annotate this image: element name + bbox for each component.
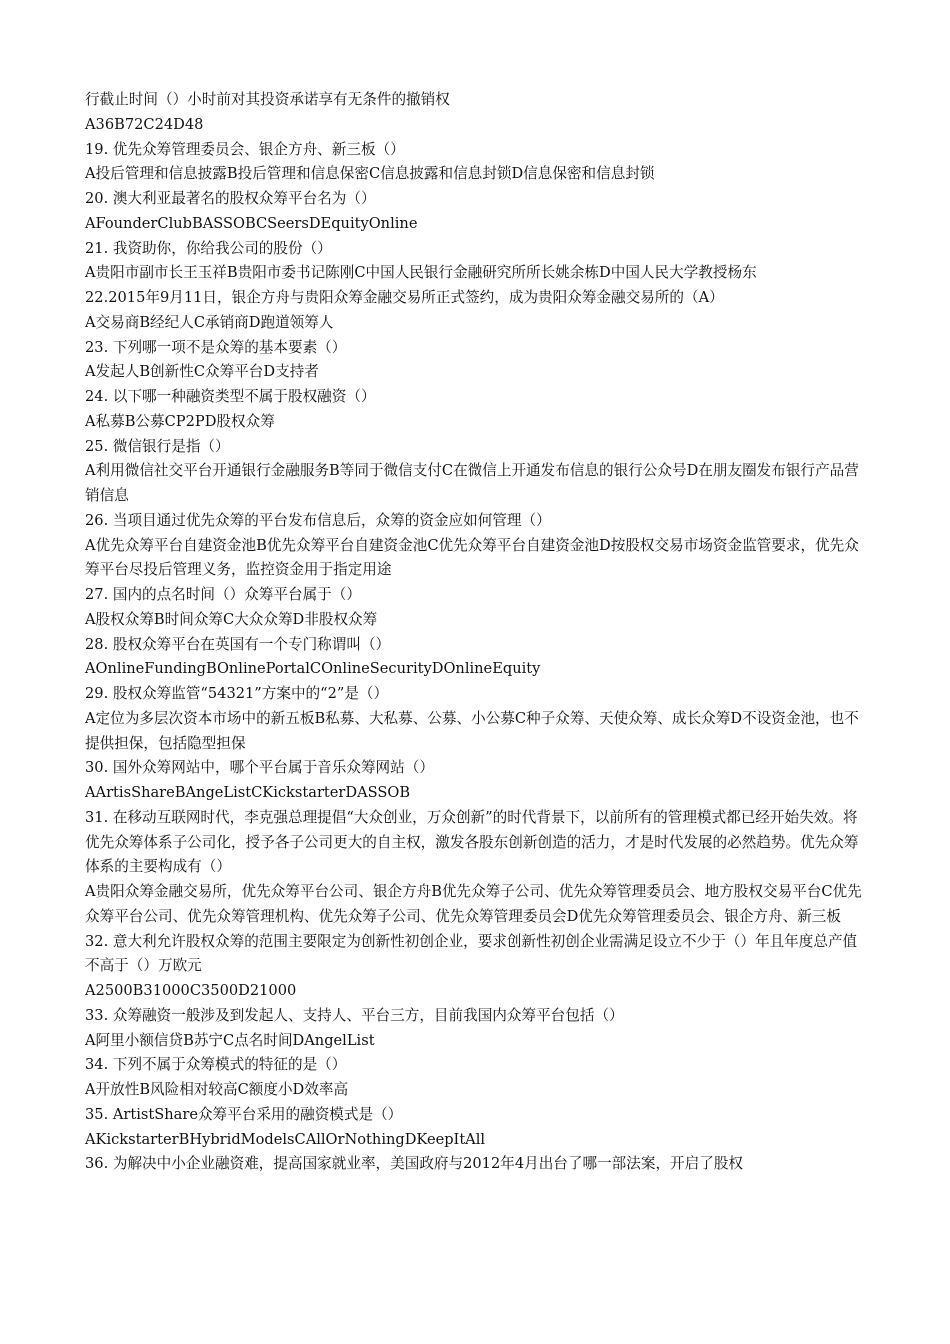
question-27: 27. 国内的点名时间（）众筹平台属于（） [85,586,361,603]
answer-options: AArtisShareBAngeListCKickstarterDASSOB [85,784,411,801]
question-20: 20. 澳大利亚最著名的股权众筹平台名为（） [85,190,376,207]
question-23: 23. 下列哪一项不是众筹的基本要素（） [85,338,347,356]
question-34: 34. 下列不属于众筹模式的特征的是（） [85,1056,347,1074]
answer-options: A2500B31000C3500D21000 [85,982,297,999]
answer-options: AKickstarterBHybridModelsCAllOrNothingDKeepItAll [85,1130,486,1148]
answer-options: A利用微信社交平台开通银行金融服务B等同于微信支付C在微信上开通发布信息的银行公众号D在朋友圈发布银行产品营销信息 [85,462,859,504]
answer-options: AOnlineFundingBOnlinePortalCOnlineSecurityDOnlineEquity [85,660,541,678]
answer-options: A投后管理和信息披露B投后管理和信息保密C信息披露和信息封锁D信息保密和信息封锁 [85,165,655,183]
answer-options: A开放性B风险相对较高C额度小D效率高 [85,1081,349,1098]
answer-options: A交易商B经纪人C承销商D跑道领筹人 [85,313,334,331]
question-29: 29. 股权众筹监管“54321”方案中的“2”是（） [85,685,389,702]
answer-options: A定位为多层次资本市场中的新五板B私募、大私募、公募、小公募C种子众筹、天使众筹、成长众筹D不设资金池，也不提供担保，包括隐型担保 [85,709,859,752]
question-31: 31. 在移动互联网时代，李克强总理提倡“大众创业，万众创新”的时代背景下，以前所有的管理模式都已经开始失效。将优先众筹体系子公司化，授予各子公司更大的自主权，激发各股东创新创造的活力，才是时代发展的必然趋势。优先众筹体系的主要构成有（） [85,808,859,876]
question-25: 25. 微信银行是指（） [85,437,230,455]
answer-options: A36B72C24D48 [85,115,204,133]
document-page [85,88,870,1177]
question-28: 28. 股权众筹平台在英国有一个专门称谓叫（） [85,635,391,653]
question-22: 22.2015年9月11日，银企方舟与贵阳众筹金融交易所正式签约，成为贵阳众筹金融交易所的（A） [85,289,724,306]
question-21: 21. 我资助你，你给我公司的股份（） [85,239,332,257]
answer-options: A贵阳众筹金融交易所，优先众筹平台公司、银企方舟B优先众筹子公司、优先众筹管理委员会、地方股权交易平台C优先众筹平台公司、优先众筹管理机构、优先众筹子公司、优先众筹管理委员会D优先众筹管理委员会、银企方舟、新三板 [85,883,862,925]
answer-options: A优先众筹平台自建资金池B优先众筹平台自建资金池C优先众筹平台自建资金池D按股权交易市场资金监管要求，优先众筹平台尽投后管理义务，监控资金用于指定用途 [85,536,859,579]
answer-options: A贵阳市副市长王玉祥B贵阳市委书记陈刚C中国人民银行金融研究所所长姚余栋D中国人民大学教授杨东 [85,264,757,282]
answer-options: A发起人B创新性C众筹平台D支持者 [85,363,319,381]
question-19: 19. 优先众筹管理委员会、银企方舟、新三板（） [85,140,405,158]
answer-options: AFounderClubBASSOBCSeersDEquityOnline [85,214,418,232]
question-24: 24. 以下哪一种融资类型不属于股权融资（） [85,388,376,405]
answer-options: A私募B公募CP2PD股权众筹 [85,412,275,430]
answer-options: A阿里小额信贷B苏宁C点名时间DAngelList [85,1031,375,1049]
text-line: 行截止时间（）小时前对其投资承诺享有无条件的撤销权 [85,91,450,108]
question-33: 33. 众筹融资一般涉及到发起人、支持人、平台三方，目前我国内众筹平台包括（） [85,1006,624,1024]
question-30: 30. 国外众筹网站中，哪个平台属于音乐众筹网站（） [85,759,434,777]
answer-options: A股权众筹B时间众筹C大众众筹D非股权众筹 [85,610,378,628]
question-26: 26. 当项目通过优先众筹的平台发布信息后，众筹的资金应如何管理（） [85,511,551,529]
question-32: 32. 意大利允许股权众筹的范围主要限定为创新性初创企业，要求创新性初创企业需满足设立不少于（）年且年度总产值不高于（）万欧元 [85,932,858,975]
question-36: 36. 为解决中小企业融资难，提高国家就业率，美国政府与2012年4月出台了哪一部法案，开启了股权 [85,1155,744,1173]
question-35: 35. ArtistShare众筹平台采用的融资模式是（） [85,1105,403,1123]
